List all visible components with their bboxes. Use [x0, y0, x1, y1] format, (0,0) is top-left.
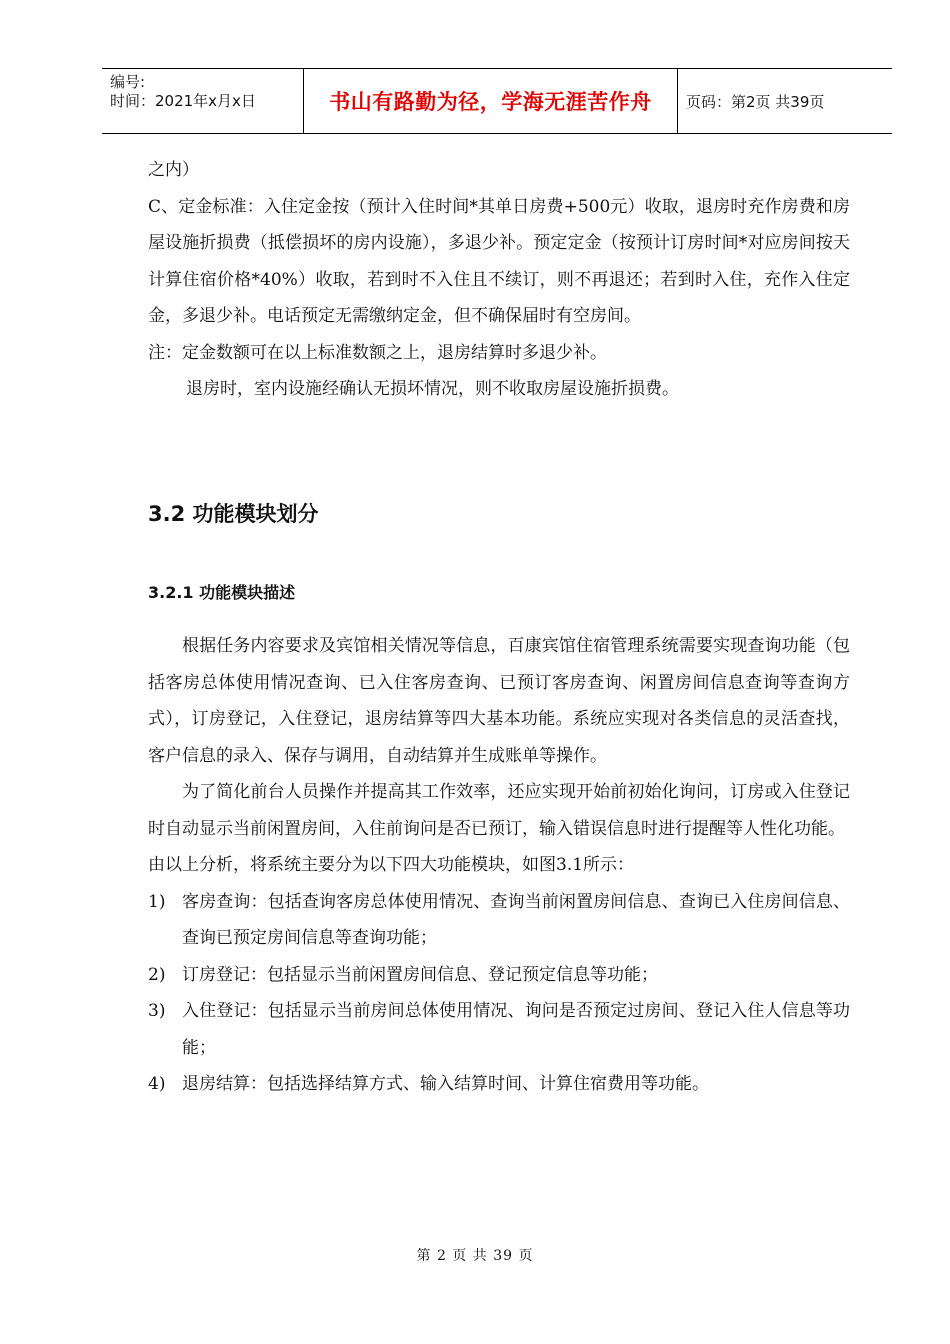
- time-label: 时间：2021年x月x日: [110, 92, 256, 110]
- list-item: [148, 993, 850, 1066]
- document-header: [102, 68, 892, 134]
- note-line-2: 退房时，室内设施经确认无损坏情况，则不收取房屋设施折损费。: [186, 379, 679, 399]
- list-item: [148, 957, 850, 994]
- list-text: 订房登记：包括显示当前闲置房间信息、登记预定信息等功能；: [182, 964, 658, 985]
- section-heading: 3.2 功能模块划分: [148, 502, 319, 526]
- list-number: 3): [148, 1001, 166, 1021]
- list-text: 客房查询：包括查询客房总体使用情况、查询当前闲置房间信息、查询已入住房间信息、查询已预定房间信息等查询功能；: [182, 891, 850, 948]
- list-text: 退房结算：包括选择结算方式、输入结算时间、计算住宿费用等功能。: [182, 1074, 709, 1094]
- paragraph-deposit-standard: C、定金标准：入住定金按（预计入住时间*其单日房费+500元）收取，退房时充作房费和房屋设施折损费（抵偿损坏的房内设施），多退少补。预定定金（按预计订房时间*对应房间按天计算住宿价格*40%）收取，若到时不入住且不续订，则不再退还；若到时入住，充作入住定金，多退少补。电话预定无需缴纳定金，但不确保届时有空房间。: [148, 196, 850, 326]
- serial-label: 编号:: [110, 73, 146, 91]
- header-meta: [102, 69, 304, 133]
- section-body: [148, 628, 850, 1103]
- subsection-heading: 3.2.1 功能模块描述: [148, 583, 296, 602]
- list-item: [148, 884, 850, 957]
- paragraph-summary: 由以上分析，将系统主要分为以下四大功能模块，如图3.1所示：: [148, 855, 635, 875]
- list-number: 2): [148, 964, 166, 985]
- list-item: [148, 1066, 850, 1103]
- list-number: 1): [148, 891, 166, 912]
- paragraph-usability: 为了简化前台人员操作并提高其工作效率，还应实现开始前初始化询问，订房或入住登记时自动显示当前闲置房间，入住前询问是否已预订，输入错误信息时进行提醒等人性化功能。: [148, 782, 850, 839]
- continuation-line: 之内）: [148, 160, 199, 180]
- paragraph-requirements: 根据任务内容要求及宾馆相关情况等信息，百康宾馆住宿管理系统需要实现查询功能（包括客房总体使用情况查询、已入住客房查询、已预订客房查询、闲置房间信息查询等查询方式），订房登记，入住登记，退房结算等四大基本功能。系统应实现对各类信息的灵活查找，客户信息的录入、保存与调用，自动结算并生成账单等操作。: [148, 636, 850, 766]
- header-page-info: 页码：第2页 共39页: [686, 92, 825, 111]
- note-line: 注：定金数额可在以上标准数额之上，退房结算时多退少补。: [148, 342, 607, 363]
- list-text: 入住登记：包括显示当前房间总体使用情况、询问是否预定过房间、登记入住人信息等功能；: [182, 1001, 850, 1058]
- page-footer: 第 2 页 共 39 页: [416, 1248, 534, 1264]
- list-number: 4): [148, 1074, 166, 1094]
- continuation-text: [148, 152, 850, 408]
- header-motto: 书山有路勤为径，学海无涯苦作舟: [304, 69, 678, 133]
